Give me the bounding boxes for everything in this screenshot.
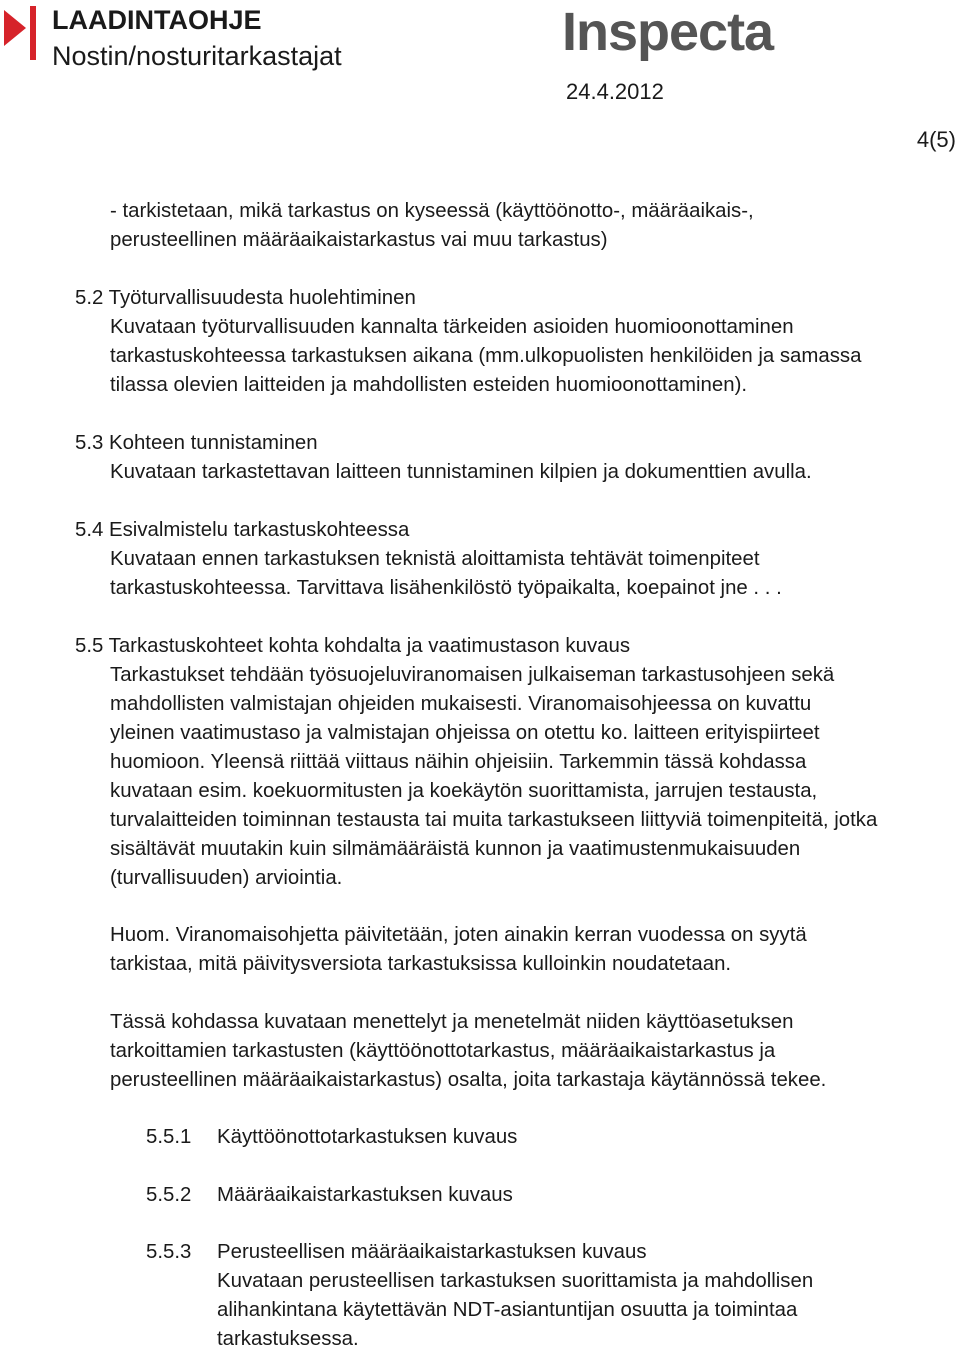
document-subtitle: Nostin/nosturitarkastajat [52, 41, 342, 71]
subsection-number: 5.5.3 [146, 1241, 192, 1263]
body-line: - tarkistetaan, mikä tarkastus on kyseessä (käyttöönotto-, määräaikais-, [110, 200, 754, 222]
brand-logo-text: Inspecta [562, 2, 774, 62]
body-line: (turvallisuuden) arviointia. [110, 867, 343, 889]
subsection-title: Perusteellisen määräaikaistarkastuksen kuvaus [217, 1241, 647, 1263]
section-heading-5-3: 5.3 Kohteen tunnistaminen [75, 432, 318, 454]
body-line: tarkastuskohteessa. Tarvittava lisähenkilöstö työpaikalta, koepainot jne . . . [110, 577, 782, 599]
body-line: perusteellinen määräaikaistarkastus) osalta, joita tarkastaja käytännössä tekee. [110, 1069, 827, 1091]
body-line: Kuvataan ennen tarkastuksen teknistä aloittamista tehtävät toimenpiteet [110, 548, 760, 570]
body-line: alihankintana käytettävän NDT-asiantuntijan osuutta ja toimintaa [217, 1299, 798, 1321]
body-line: perusteellinen määräaikaistarkastus vai muu tarkastus) [110, 229, 608, 251]
body-line: turvalaitteiden toiminnan testausta tai muita tarkastukseen liittyviä toimenpiteitä, jotka [110, 809, 878, 831]
body-line: Kuvataan perusteellisen tarkastuksen suorittamista ja mahdollisen [217, 1270, 814, 1292]
body-line: huomioon. Yleensä riittää viittaus näihin ohjeisiin. Tarkemmin tässä kohdassa [110, 751, 807, 773]
inspecta-logo-icon [4, 6, 38, 60]
body-line: tilassa olevien laitteiden ja mahdollisten esteiden huomioonottaminen). [110, 374, 748, 396]
body-line: yleinen vaatimustaso ja valmistajan ohjeissa on otettu ko. laitteen erityispiirteet [110, 722, 820, 744]
subsection-title: Käyttöönottotarkastuksen kuvaus [217, 1126, 518, 1148]
section-heading-5-2: 5.2 Työturvallisuudesta huolehtiminen [75, 287, 416, 309]
body-line: Tässä kohdassa kuvataan menettelyt ja menetelmät niiden käyttöasetuksen [110, 1011, 794, 1033]
document-date: 24.4.2012 [566, 79, 664, 104]
section-heading-5-4: 5.4 Esivalmistelu tarkastuskohteessa [75, 519, 410, 541]
body-line: Kuvataan työturvallisuuden kannalta tärkeiden asioiden huomioonottaminen [110, 316, 794, 338]
body-line: mahdollisten valmistajan ohjeiden mukaisesti. Viranomaisohjeessa on kuvattu [110, 693, 812, 715]
subsection-number: 5.5.1 [146, 1126, 192, 1148]
body-line: Kuvataan tarkastettavan laitteen tunnistaminen kilpien ja dokumenttien avulla. [110, 461, 812, 483]
section-heading-5-5: 5.5 Tarkastuskohteet kohta kohdalta ja vaatimustason kuvaus [75, 635, 631, 657]
body-line: kuvataan esim. koekuormitusten ja koekäytön suorittamista, jarrujen testausta, [110, 780, 818, 802]
body-line: tarkoittamien tarkastusten (käyttöönottotarkastus, määräaikaistarkastus ja [110, 1040, 776, 1062]
body-line: tarkastuksessa. [217, 1328, 359, 1350]
subsection-number: 5.5.2 [146, 1184, 192, 1206]
body-line: tarkastuskohteessa tarkastuksen aikana (mm.ulkopuolisten henkilöiden ja samassa [110, 345, 862, 367]
body-line: Tarkastukset tehdään työsuojeluviranomaisen julkaiseman tarkastusohjeen sekä [110, 664, 835, 686]
note-line: tarkistaa, mitä päivitysversiota tarkastuksissa kulloinkin noudatetaan. [110, 953, 732, 975]
body-line: sisältävät muutakin kuin silmämääräistä kunnon ja vaatimustenmukaisuuden [110, 838, 801, 860]
page-number: 4(5) [916, 127, 956, 152]
subsection-title: Määräaikaistarkastuksen kuvaus [217, 1184, 513, 1206]
document-type-title: LAADINTAOHJE [52, 5, 262, 35]
note-line: Huom. Viranomaisohjetta päivitetään, joten ainakin kerran vuodessa on syytä [110, 924, 807, 946]
